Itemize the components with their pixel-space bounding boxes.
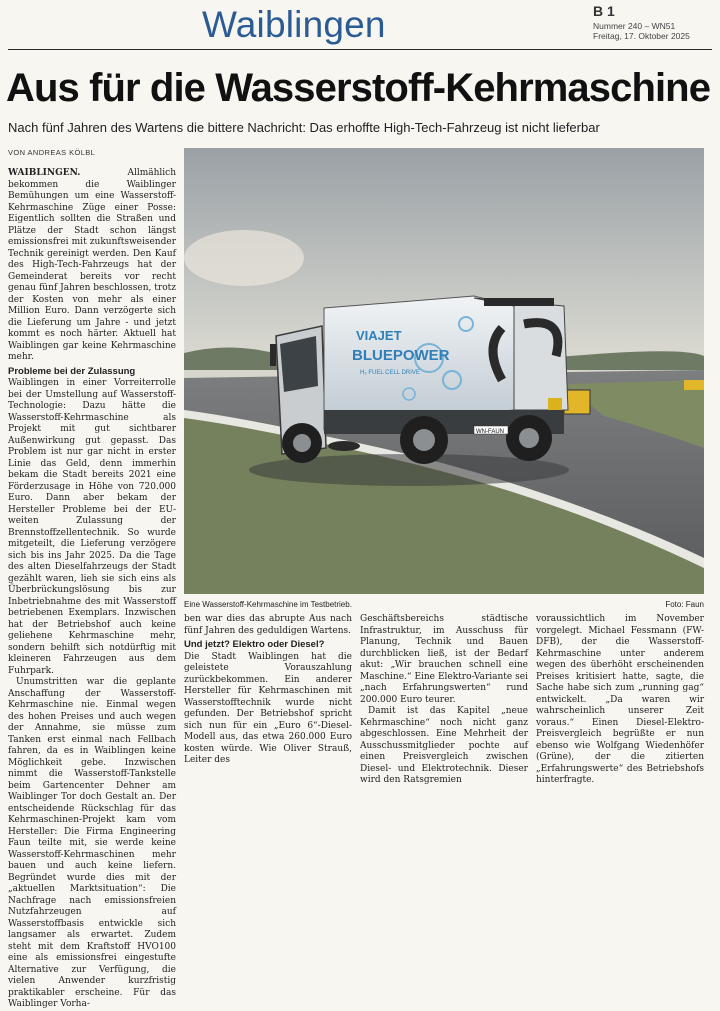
intro-text: Allmählich bekommen die Waiblinger Bemühungen um eine Wasserstoff-Kehrmaschine Züge einer Posse: Eigentlich sollten die Straßen und Plätze der Stadt schon längst emissionsfrei mit zukunftsweisender Technik gereinigt werden. Den Kauf des High-Tech-Fahrzeugs hat der Gemeinderat bereits vor recht genau fünf Jahren beschlossen, trotz der Kosten von mehr als einer Million Euro. Dann verzögerte sich die Lieferung um Jahre - und jetzt kommt es noch härter. Aktuell hat Waiblingen gar keine Kehrmaschine mehr. (8, 168, 176, 362)
body-paragraph: Waiblingen in einer Vorreiterrolle bei der Umstellung auf Wasserstoff-Technologie: Dazu hätte die Wasserstoff-Kehrmaschine als Projekt mit gut sichtbarer Außenwirkung gut gepasst. Das Problem ist nur gar nicht in erster Linie das Geld, denn immerhin bekam die Stadt bereits 2021 eine Förderzusage in Höhe von 720.000 Euro. Dann aber bekam der Hersteller Probleme bei der EU-weiten Zulassung der Brennstoffzellentechnik. So wurde mitgeteilt, die Lieferung verzögere sich bis ins Jahr 2025. Da die Tage des alten Dieselfahrzeugs der Stadt gezählt waren, lieh sie sich eins als Überbrückungslösung bis zur Inbetriebnahme des mit Wasserstoff betriebenen Exemplars. Inzwischen hat der Betriebshof auch keine geliehene Kehrmaschine mehr, sondern behilft sich notdürftig mit kleineren Fahrzeugen aus dem Fuhrpark. (8, 378, 176, 676)
article-column-1 (8, 168, 176, 1011)
intro-paragraph (8, 168, 176, 364)
article-column-2 (184, 614, 352, 767)
body-paragraph: Geschäftsbereichs städtische Infrastruktur, im Ausschuss für Planung, Technik und Bauen durchblicken ließ, ist der Bedarf akut: „Wir brauchen schnell eine Maschine.“ Eine Elektro-Variante sei „nach Erfahrungswerten“ rund 200.000 Euro teurer. (360, 614, 528, 705)
vehicle-tag: H₂ FUEL CELL DRIVE (360, 370, 420, 376)
section-title: Waiblingen (202, 4, 386, 45)
page-number: B 1 (593, 3, 615, 19)
body-paragraph: voraussichtlich im November vorgelegt. Michael Fessmann (FW-DFB), der die Wasserstoff-Kehrmaschine unter anderem wegen des überhöht erscheinenden Preises kritisiert hatte, sagte, die Sache habe sich zum „running gag“ entwickelt. „Da waren wir wahrscheinlich unserer Zeit voraus.“ Einen Diesel-Elektro-Preisvergleich begrüßte er nun ebenso wie Wolfgang Wiedenhöfer (Grüne), der die zitierten „Erfahrungswerte“ des Betriebshofs hinterfragte. (536, 614, 704, 785)
body-paragraph: Unumstritten war die geplante Anschaffung der Wasserstoff-Kehrmaschine nie. Einmal wegen des hohen Preises und auch wegen der Annahme, sie müsse zum Tanken erst einmal nach Fellbach fahren, da es in Waiblingen keine Möglichkeit gebe. Inzwischen nimmt die Wasserstoff-Tankstelle beim Gartencenter Dehner am Waiblinger Tor doch Gestalt an. Der entscheidende Rückschlag für das Kehrmaschinen-Projekt kam vom Hersteller: Die Firma Engineering Faun teilte mit, sie werde keine Wasserstoff-Kehrmaschinen mehr bauen und auch keine liefern. Begründet wurde dies mit der „aktuellen Marktsituation“: Die Nachfrage nach emissionsfreien Nutzfahrzeugen auf Wasserstoffbasis entwickle sich langsamer als erwartet. Zudem steht mit dem Kraftstoff HVO100 eine als emissionsfrei eingestufte Alternative zur Verfügung, die vielen Anwender kurzfristig praktikabler erscheine. Für das Waiblinger Vorha- (8, 677, 176, 1009)
photo-caption-row (184, 600, 704, 609)
issue-line: Nummer 240 – WN51 (593, 21, 676, 31)
article-column-3 (360, 614, 528, 787)
body-paragraph: Damit ist das Kapitel „neue Kehrmaschine“ noch nicht ganz abgeschlossen. Eine Mehrheit der Ausschussmitglieder pochte auf einen Preisvergleich zwischen Diesel- und Elektrotechnik. Dieser wird den Ratsgremien (360, 706, 528, 785)
article-author: VON ANDREAS KÖLBL (8, 148, 96, 157)
article-headline: Aus für die Wasserstoff-Kehrmaschine (6, 66, 711, 110)
dateline: WAIBLINGEN. (8, 168, 81, 178)
issue-info (593, 21, 690, 41)
date-line: Freitag, 17. Oktober 2025 (593, 31, 690, 41)
header-rule (8, 49, 712, 50)
photo-credit: Foto: Faun (665, 600, 704, 609)
article-photo (184, 148, 704, 594)
body-paragraph: ben war dies das abrupte Aus nach fünf Jahren des geduldigen Wartens. (184, 614, 352, 636)
vehicle-plate: WN-FAUN (476, 429, 504, 435)
article-subheadline: Nach fünf Jahren des Wartens die bittere Nachricht: Das erhoffte High-Tech-Fahrzeug ist nicht lieferbar (8, 120, 600, 135)
vehicle-model: BLUEPOWER (352, 347, 450, 364)
body-paragraph: Die Stadt Waiblingen hat die geleistete Vorauszahlung zurückbekommen. Ein anderer Hersteller für Kehrmaschinen mit Wasserstofftechnik wurde nicht gefunden. Der Betriebshof spricht sich nun für ein „Euro 6“-Diesel-Modell aus, das etwa 260.000 Euro kosten würde. Wie Oliver Strauß, Leiter des (184, 651, 352, 765)
photo-caption: Eine Wasserstoff-Kehrmaschine im Testbetrieb. (184, 600, 352, 609)
sweeper-photo-illustration (184, 148, 704, 594)
subhead-zulassung: Probleme bei der Zulassung (8, 365, 136, 377)
subhead-elektro-diesel: Und jetzt? Elektro oder Diesel? (184, 639, 325, 650)
article-column-4 (536, 614, 704, 787)
vehicle-brand: VIAJET (356, 328, 402, 343)
